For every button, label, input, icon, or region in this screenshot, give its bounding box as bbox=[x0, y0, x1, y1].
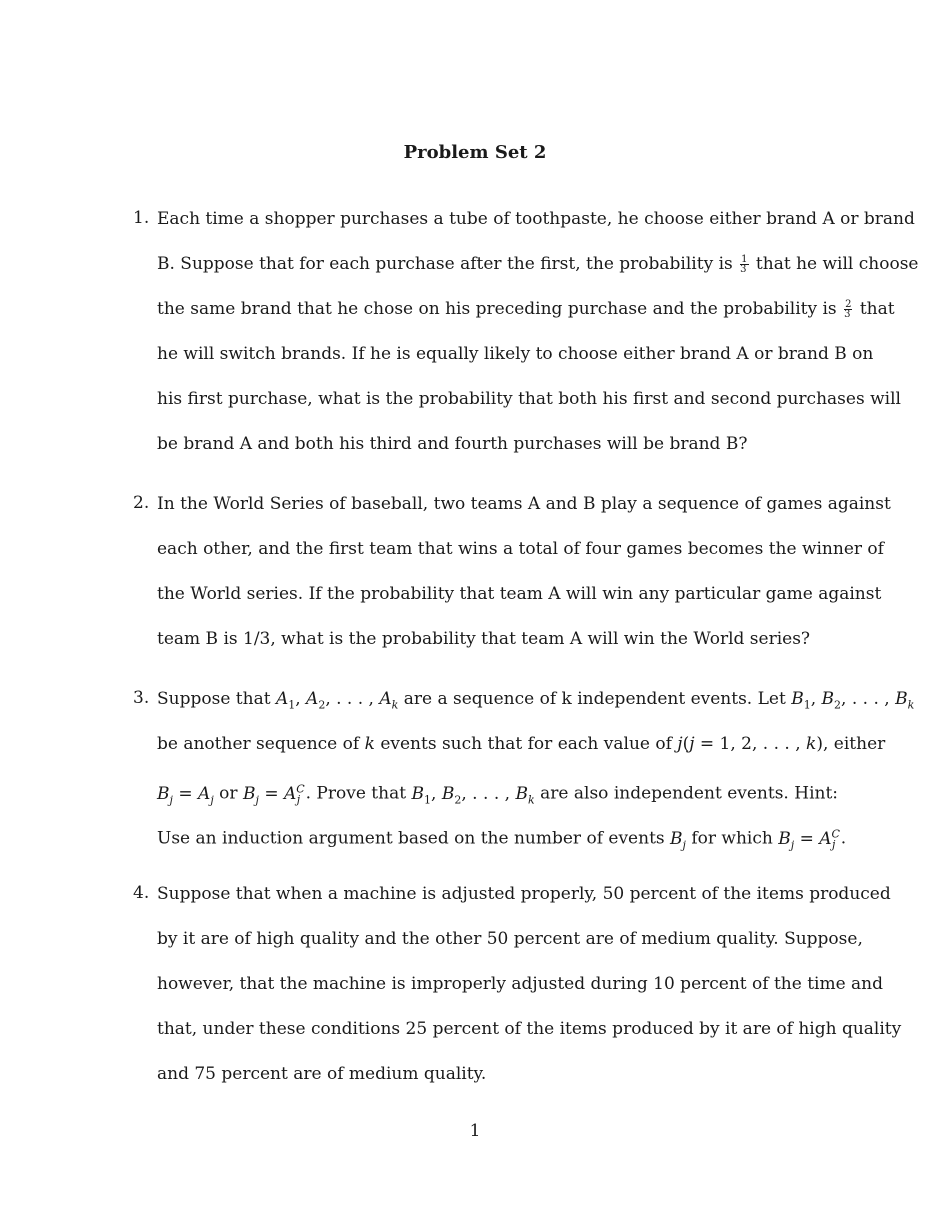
problem-line: each other, and the first team that wins a total of four games becomes the winner of bbox=[157, 539, 884, 559]
page-number: 1 bbox=[469, 1121, 481, 1141]
problem-number: 3. bbox=[133, 688, 150, 708]
math-expression: $B_1$, $B_2$, . . . , $B_k$ bbox=[791, 689, 915, 712]
problem-line: the same brand that he chose on his preceding purchase and the probability is $\frac{2}{3}$ that bbox=[157, 299, 895, 320]
problem-line: team B is 1/3, what is the probability that team A will win the World series? bbox=[157, 629, 811, 649]
math-expression: k bbox=[364, 734, 375, 754]
problem-line: be brand A and both his third and fourth purchases will be brand B? bbox=[157, 434, 748, 454]
problem-line: he will switch brands. If he is equally likely to choose either brand A or brand B on bbox=[157, 344, 874, 364]
math-expression: $B_j = A^C_j$ bbox=[778, 827, 840, 852]
math-expression: $B_j = A^C_j$ bbox=[242, 782, 305, 807]
page-title: Problem Set 2 bbox=[403, 142, 547, 163]
math-expression: $A_1$, $A_2$, . . . , $A_k$ bbox=[275, 689, 399, 712]
problem-line: $B_j = A_j$ or $B_j = A^C_j$ . Prove that $B_1$, $B_2$, . . . , $B_k$ are also independent events. Hint: bbox=[157, 782, 839, 807]
fraction: $\frac{1}{3}$ bbox=[740, 254, 748, 275]
problem-line: that, under these conditions 25 percent of the items produced by it are of high quality bbox=[157, 1019, 902, 1039]
math-expression: $B_1$, $B_2$, . . . , $B_k$ bbox=[411, 783, 535, 807]
problem-line: In the World Series of baseball, two teams A and B play a sequence of games against bbox=[157, 494, 891, 514]
math-expression: $B_j$ bbox=[670, 828, 686, 852]
problem-line: Suppose that when a machine is adjusted properly, 50 percent of the items produced bbox=[157, 884, 891, 904]
problem-line: B. Suppose that for each purchase after the first, the probability is $\frac{1}{3}$ that he will choose bbox=[157, 254, 919, 275]
problem-number: 2. bbox=[133, 493, 150, 513]
problem-number: 4. bbox=[133, 883, 150, 903]
problem-line: his first purchase, what is the probability that both his first and second purchases will bbox=[157, 389, 901, 409]
fraction: $\frac{2}{3}$ bbox=[844, 299, 852, 320]
math-expression: $B_j = A_j$ bbox=[157, 783, 214, 807]
problem-line: and 75 percent are of medium quality. bbox=[157, 1064, 487, 1084]
problem-line: however, that the machine is improperly adjusted during 10 percent of the time and bbox=[157, 974, 884, 994]
problem-line: be another sequence of k events such that for each value of j(j = 1, 2, . . . , k), either bbox=[157, 734, 886, 754]
problem-number: 1. bbox=[133, 208, 150, 228]
problem-line: Suppose that $A_1$, $A_2$, . . . , $A_k$ are a sequence of k independent events. Let $B_1$, $B_2$, . . . , $B_k$ bbox=[157, 689, 915, 712]
problem-line: the World series. If the probability that team A will win any particular game against bbox=[157, 584, 882, 604]
problem-line: by it are of high quality and the other 50 percent are of medium quality. Suppose, bbox=[157, 929, 863, 949]
math-expression: j(j = 1, 2, . . . , k), bbox=[677, 734, 829, 754]
problem-line: Use an induction argument based on the number of events $B_j$ for which $B_j = A^C_j$ . bbox=[157, 827, 847, 852]
problem-line: Each time a shopper purchases a tube of toothpaste, he choose either brand A or brand bbox=[157, 209, 915, 229]
